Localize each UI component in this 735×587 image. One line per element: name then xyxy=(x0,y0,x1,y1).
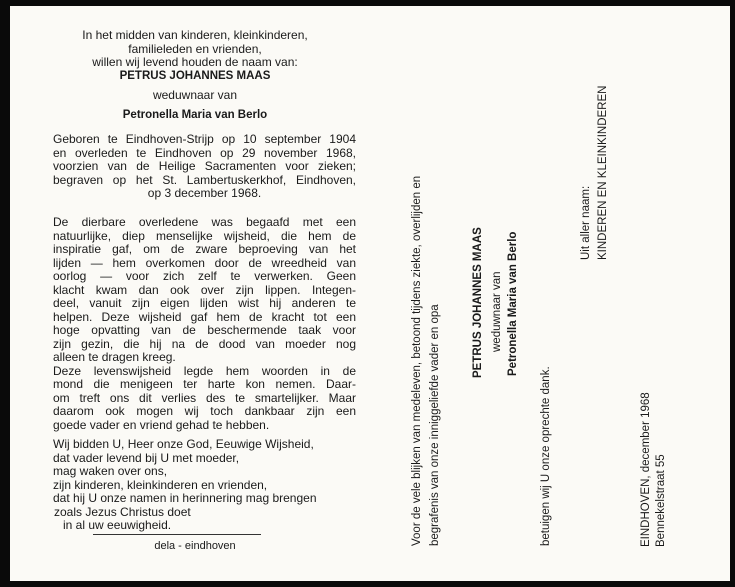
intro-line: willen wij levend houden de naam van: xyxy=(92,55,298,69)
intro xyxy=(10,29,380,70)
place-date: EINDHOVEN, december 1968 xyxy=(640,392,652,547)
prayer-line: dat vader levend bij U met moeder, xyxy=(53,450,240,465)
tribute-line: deel, vanuit zijn eigen lijden wist hij anderen te xyxy=(53,296,356,310)
tribute-line: inspiratie gaf, om de zware beproeving van het xyxy=(53,242,356,256)
right-widower-label: weduwnaar van xyxy=(491,271,503,352)
birth-death-line: en overleden te Eindhoven op 29 november 1968, xyxy=(53,145,356,160)
tribute-line: Deze levenswijsheid legde hem woorden in de xyxy=(53,363,356,378)
widower-label: weduwnaar van xyxy=(152,88,238,102)
burial-date: op 3 december 1968. xyxy=(147,186,262,200)
address: Bennekelstraat 55 xyxy=(655,454,667,547)
intro-line: In het midden van kinderen, kleinkinderen, xyxy=(82,28,308,42)
family-signature: KINDEREN EN KLEINKINDEREN xyxy=(597,85,609,260)
thanks-line: betuigen wij U onze oprechte dank. xyxy=(540,366,552,546)
on-behalf-label: Uit aller naam: xyxy=(580,185,592,260)
tribute-line: helpen. Deze wijsheid gaf hem de kracht tot een xyxy=(53,309,356,324)
thanks-line: Voor de vele blijken van medeleven, betoond tijdens ziekte, overlijden en xyxy=(411,175,423,546)
intro-line: familieleden en vrienden, xyxy=(128,41,262,56)
birth-death-line: Geboren te Eindhoven-Strijp op 10 september 1904 xyxy=(53,132,356,146)
birth-death-line: begraven op het St. Lambertuskerkhof, Eindhoven, xyxy=(53,172,356,187)
right-spouse-name: Petronella Maria van Berlo xyxy=(507,231,519,376)
tribute-line: De dierbare overledene was begaafd met een xyxy=(53,215,356,229)
prayer-line: zoals Jezus Christus doet xyxy=(54,504,191,519)
birth-death-block xyxy=(53,133,356,201)
tribute-line: klacht kwam dan ook over zijn lippen. Integen- xyxy=(53,282,356,297)
thanks-line: begrafenis van onze inniggeliefde vader en opa xyxy=(429,304,441,546)
tribute-paragraph xyxy=(53,216,356,432)
left-page xyxy=(10,6,380,581)
birth-death-line: voorzien van de Heilige Sacramenten voor zieken; xyxy=(53,159,356,173)
divider xyxy=(93,534,261,535)
tribute-line: mond die menigeen ter harte kon nemen. Daar- xyxy=(53,377,356,391)
prayer-line: Wij bidden U, Heer onze God, Eeuwige Wijsheid, xyxy=(53,437,314,451)
right-deceased-name: PETRUS JOHANNES MAAS xyxy=(472,227,484,378)
prayer-line: zijn kinderen, kleinkinderen en vrienden, xyxy=(53,477,268,492)
prayer-line: in al uw eeuwigheid. xyxy=(63,518,172,532)
tribute-line: om treft ons dit verlies des te smartelijker. Maar xyxy=(53,390,356,405)
tribute-line: zijn gezin, die hij na de dood van moeder nog xyxy=(53,336,356,351)
tribute-line: lijden — hem overkomen door de wreedheid van xyxy=(53,255,356,270)
prayer-line: mag waken over ons, xyxy=(53,464,168,478)
tribute-line: hoge opvatting van de beschermende taak voor xyxy=(53,323,356,337)
memorial-card xyxy=(10,6,730,581)
prayer xyxy=(53,438,363,533)
prayer-line: dat hij U onze namen in herinnering mag brengen xyxy=(53,491,317,505)
deceased-name: PETRUS JOHANNES MAAS xyxy=(119,70,271,82)
tribute-line: oorlog — voor zich zelf te verwerken. Geen xyxy=(53,269,356,283)
tribute-line: natuurlijke, diep menselijke wijsheid, die hem de xyxy=(53,228,356,243)
spouse-name: Petronella Maria van Berlo xyxy=(122,109,268,121)
tribute-line: goede vader en vriend gehad te hebben. xyxy=(53,417,270,432)
tribute-line: daarom ook mogen wij toch dankbaar zijn een xyxy=(53,404,356,418)
publisher: dela - eindhoven xyxy=(154,540,236,552)
tribute-line: alleen te dragen kreeg. xyxy=(53,350,176,364)
